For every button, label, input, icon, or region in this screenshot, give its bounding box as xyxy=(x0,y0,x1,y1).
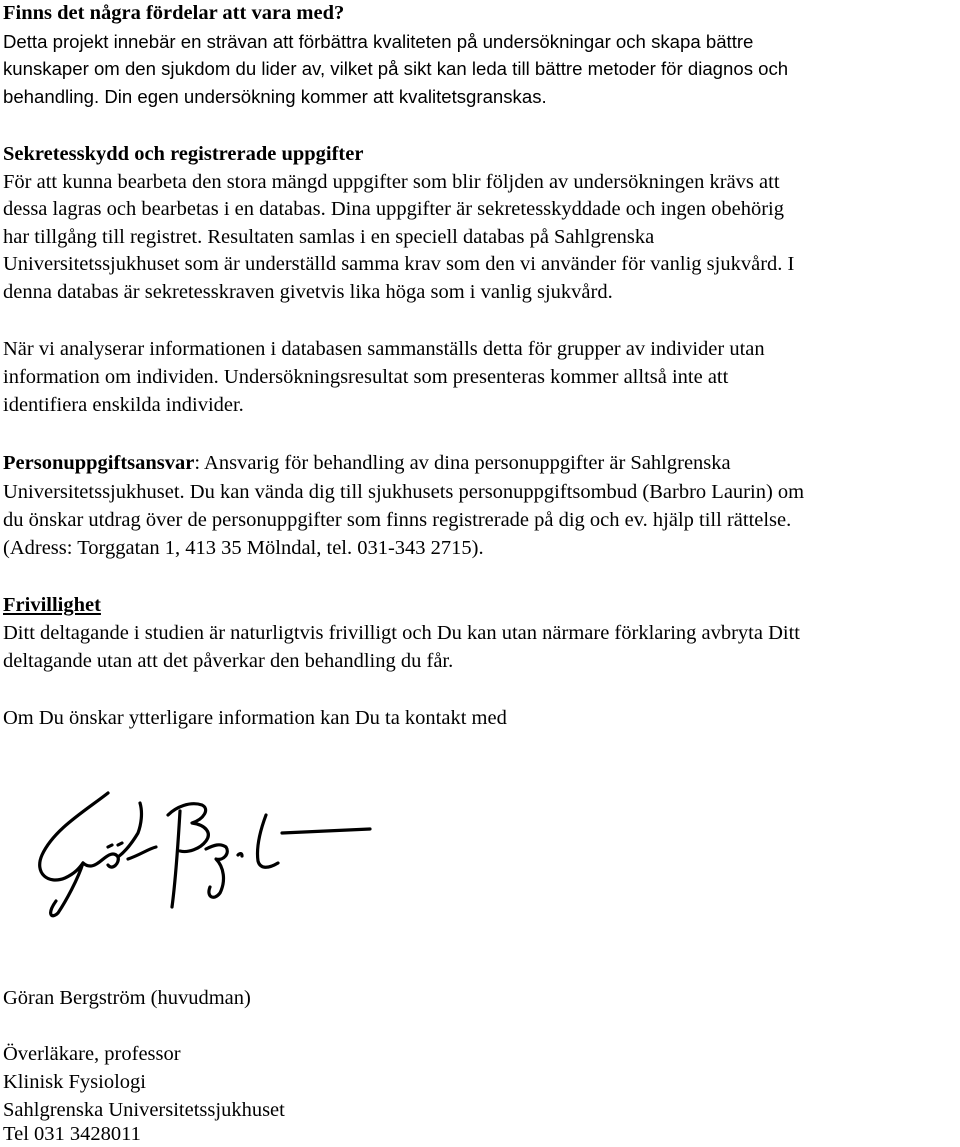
privacy-line-4: Universitetssjukhuset som är underställd samma krav som den vi använder för vanlig sjukvård. I xyxy=(3,253,795,275)
handwritten-signature xyxy=(20,785,390,920)
contact-intro: Om Du önskar ytterligare information kan Du ta kontakt med xyxy=(3,707,507,729)
signer-department: Klinisk Fysiologi xyxy=(3,1071,146,1093)
privacy-line-2: dessa lagras och bearbetas i en databas. Dina uppgifter är sekretesskyddade och ingen obehörig xyxy=(3,198,784,220)
responsibility-line-3: du önskar utdrag över de personuppgifter som finns registrerade på dig och ev. hjälp till rättelse. xyxy=(3,509,792,531)
intro-line-3: behandling. Din egen undersökning kommer att kvalitetsgranskas. xyxy=(3,86,547,107)
privacy-heading: Sekretesskydd och registrerade uppgifter xyxy=(3,143,364,165)
responsibility-label: Personuppgiftsansvar xyxy=(3,452,195,474)
intro-line-1: Detta projekt innebär en strävan att förbättra kvaliteten på undersökningar och skapa bättre xyxy=(3,31,754,52)
privacy-line-3: har tillgång till registret. Resultaten samlas i en speciell databas på Sahlgrenska xyxy=(3,226,655,248)
voluntary-line-1: Ditt deltagande i studien är naturligtvis frivilligt och Du kan utan närmare förklaring avbryta Ditt xyxy=(3,622,800,644)
signer-hospital: Sahlgrenska Universitetssjukhuset xyxy=(3,1099,285,1121)
voluntary-line-2: deltagande utan att det påverkar den behandling du får. xyxy=(3,650,454,672)
responsibility-line-4: (Adress: Torggatan 1, 413 35 Mölndal, tel. 031-343 2715). xyxy=(3,537,484,559)
signer-title: Överläkare, professor xyxy=(3,1043,181,1065)
signer-phone: Tel 031 3428011 xyxy=(3,1123,141,1145)
signer-name: Göran Bergström (huvudman) xyxy=(3,987,251,1009)
analysis-line-1: När vi analyserar informationen i databasen sammanställs detta för grupper av individer utan xyxy=(3,338,765,360)
voluntary-heading: Frivillighet xyxy=(3,594,101,616)
privacy-line-5: denna databas är sekretesskraven givetvis lika höga som i vanlig sjukvård. xyxy=(3,281,613,303)
privacy-line-1: För att kunna bearbeta den stora mängd uppgifter som blir följden av undersökningen krävs att xyxy=(3,171,780,193)
responsibility-first-line-rest: : Ansvarig för behandling av dina personuppgifter är Sahlgrenska xyxy=(194,452,731,474)
analysis-line-3: identifiera enskilda individer. xyxy=(3,394,244,416)
intro-line-2: kunskaper om den sjukdom du lider av, vilket på sikt kan leda till bättre metoder för diagnos och xyxy=(3,58,789,79)
intro-heading: Finns det några fördelar att vara med? xyxy=(3,2,345,24)
analysis-line-2: information om individen. Undersökningsresultat som presenteras kommer alltså inte att xyxy=(3,366,729,388)
responsibility-line-2: Universitetssjukhuset. Du kan vända dig till sjukhusets personuppgiftsombud (Barbro Laurin) om xyxy=(3,481,805,503)
responsibility-line-1 xyxy=(3,450,731,476)
